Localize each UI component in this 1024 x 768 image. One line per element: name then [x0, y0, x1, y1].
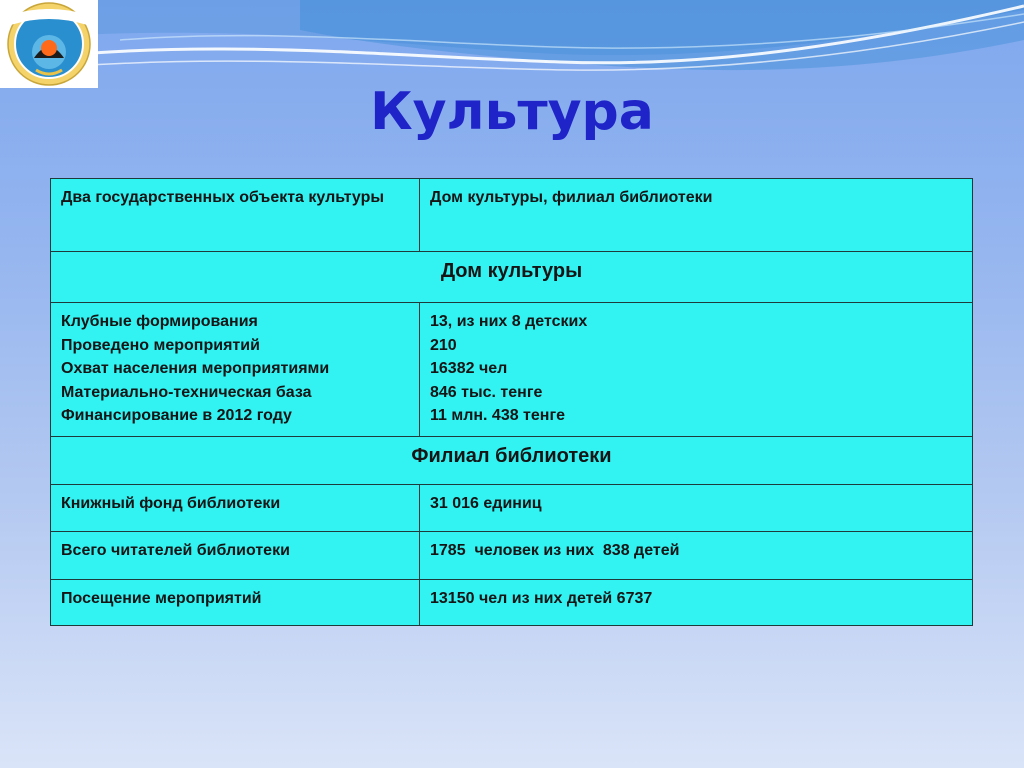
dk-label: Материально-техническая база [61, 383, 312, 401]
table-row [51, 179, 973, 252]
objects-value: Дом культуры, филиал библиотеки [420, 179, 973, 252]
house-of-culture-labels [51, 303, 420, 437]
library-label: Всего читателей библиотеки [51, 531, 420, 579]
library-value: 31 016 единиц [420, 484, 973, 531]
section-house-of-culture: Дом культуры [51, 252, 973, 303]
section-row [51, 436, 973, 484]
dk-label: Финансирование в 2012 году [61, 407, 292, 424]
dk-value: 846 тыс. тенге [430, 383, 543, 401]
table-row [51, 484, 973, 531]
emblem-icon [0, 0, 98, 88]
dk-label: Проведено мероприятий [61, 336, 260, 354]
objects-label: Два государственных объекта культуры [51, 179, 420, 252]
dk-value: 11 млн. 438 тенге [430, 407, 566, 424]
dk-value: 210 [430, 336, 457, 354]
library-value: 13150 чел из них детей 6737 [420, 579, 973, 625]
section-library: Филиал библиотеки [51, 436, 973, 484]
library-label: Посещение мероприятий [51, 579, 420, 625]
dk-label: Охват населения мероприятиями [61, 360, 330, 377]
house-of-culture-values [420, 303, 973, 437]
slide-title: Культура [370, 82, 654, 142]
section-row [51, 252, 973, 303]
table-row [51, 579, 973, 625]
table-row [51, 303, 973, 437]
dk-value: 16382 чел [430, 360, 508, 377]
dk-label: Клубные формирования [61, 313, 258, 330]
library-label: Книжный фонд библиотеки [51, 484, 420, 531]
city-emblem [0, 0, 98, 88]
dk-value: 13, из них 8 детских [430, 313, 588, 330]
table-row [51, 531, 973, 579]
culture-table [50, 178, 973, 626]
library-value: 1785 человек из них 838 детей [420, 531, 973, 579]
